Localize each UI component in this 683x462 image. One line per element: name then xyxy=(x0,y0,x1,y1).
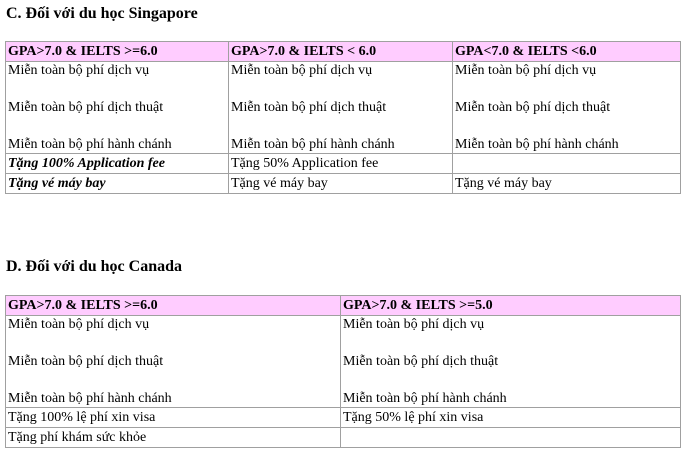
table-cell: Tặng 100% Application fee xyxy=(6,154,229,174)
table-cell xyxy=(453,154,681,174)
table-row xyxy=(6,408,681,428)
section-title-canada: D. Đối với du học Canada xyxy=(6,258,183,275)
table-row xyxy=(6,428,681,448)
service-line: Miễn toàn bộ phí hành chánh xyxy=(343,391,507,406)
column-header: GPA>7.0 & IELTS >=5.0 xyxy=(341,296,681,316)
table-cell: Tặng 50% Application fee xyxy=(229,154,453,174)
table-cell: Tặng vé máy bay xyxy=(453,174,681,194)
service-line: Miễn toàn bộ phí dịch thuật xyxy=(455,100,611,115)
column-header: GPA>7.0 & IELTS < 6.0 xyxy=(229,42,453,62)
table-cell: Tặng vé máy bay xyxy=(6,174,229,194)
service-line: Miễn toàn bộ phí hành chánh xyxy=(8,391,172,406)
table-header-row xyxy=(6,296,681,316)
service-line: Miễn toàn bộ phí dịch thuật xyxy=(8,100,164,115)
section-title-singapore: C. Đối với du học Singapore xyxy=(6,5,198,22)
services-cell xyxy=(6,316,341,408)
service-line: Miễn toàn bộ phí hành chánh xyxy=(231,137,395,152)
service-line: Miễn toàn bộ phí dịch vụ xyxy=(455,63,597,78)
table-cell: Tặng 50% lệ phí xin visa xyxy=(341,408,681,428)
table-cell xyxy=(341,428,681,448)
services-cell xyxy=(341,316,681,408)
column-header: GPA>7.0 & IELTS >=6.0 xyxy=(6,296,341,316)
service-line: Miễn toàn bộ phí dịch vụ xyxy=(8,63,150,78)
table-row xyxy=(6,174,681,194)
service-line: Miễn toàn bộ phí dịch vụ xyxy=(8,317,150,332)
table-header-row xyxy=(6,42,681,62)
services-cell xyxy=(6,62,229,154)
service-line: Miễn toàn bộ phí hành chánh xyxy=(8,137,172,152)
service-line: Miễn toàn bộ phí dịch thuật xyxy=(8,354,164,369)
table-cell: Tặng phí khám sức khỏe xyxy=(6,428,341,448)
services-cell xyxy=(453,62,681,154)
column-header: GPA<7.0 & IELTS <6.0 xyxy=(453,42,681,62)
column-header: GPA>7.0 & IELTS >=6.0 xyxy=(6,42,229,62)
service-line: Miễn toàn bộ phí dịch thuật xyxy=(343,354,499,369)
service-line: Miễn toàn bộ phí hành chánh xyxy=(455,137,619,152)
table-row xyxy=(6,62,681,154)
canada-benefits-table xyxy=(5,295,681,448)
singapore-benefits-table xyxy=(5,41,681,194)
table-row xyxy=(6,316,681,408)
service-line: Miễn toàn bộ phí dịch vụ xyxy=(343,317,485,332)
services-cell xyxy=(229,62,453,154)
table-cell: Tặng 100% lệ phí xin visa xyxy=(6,408,341,428)
service-line: Miễn toàn bộ phí dịch thuật xyxy=(231,100,387,115)
table-row xyxy=(6,154,681,174)
service-line: Miễn toàn bộ phí dịch vụ xyxy=(231,63,373,78)
table-cell: Tặng vé máy bay xyxy=(229,174,453,194)
